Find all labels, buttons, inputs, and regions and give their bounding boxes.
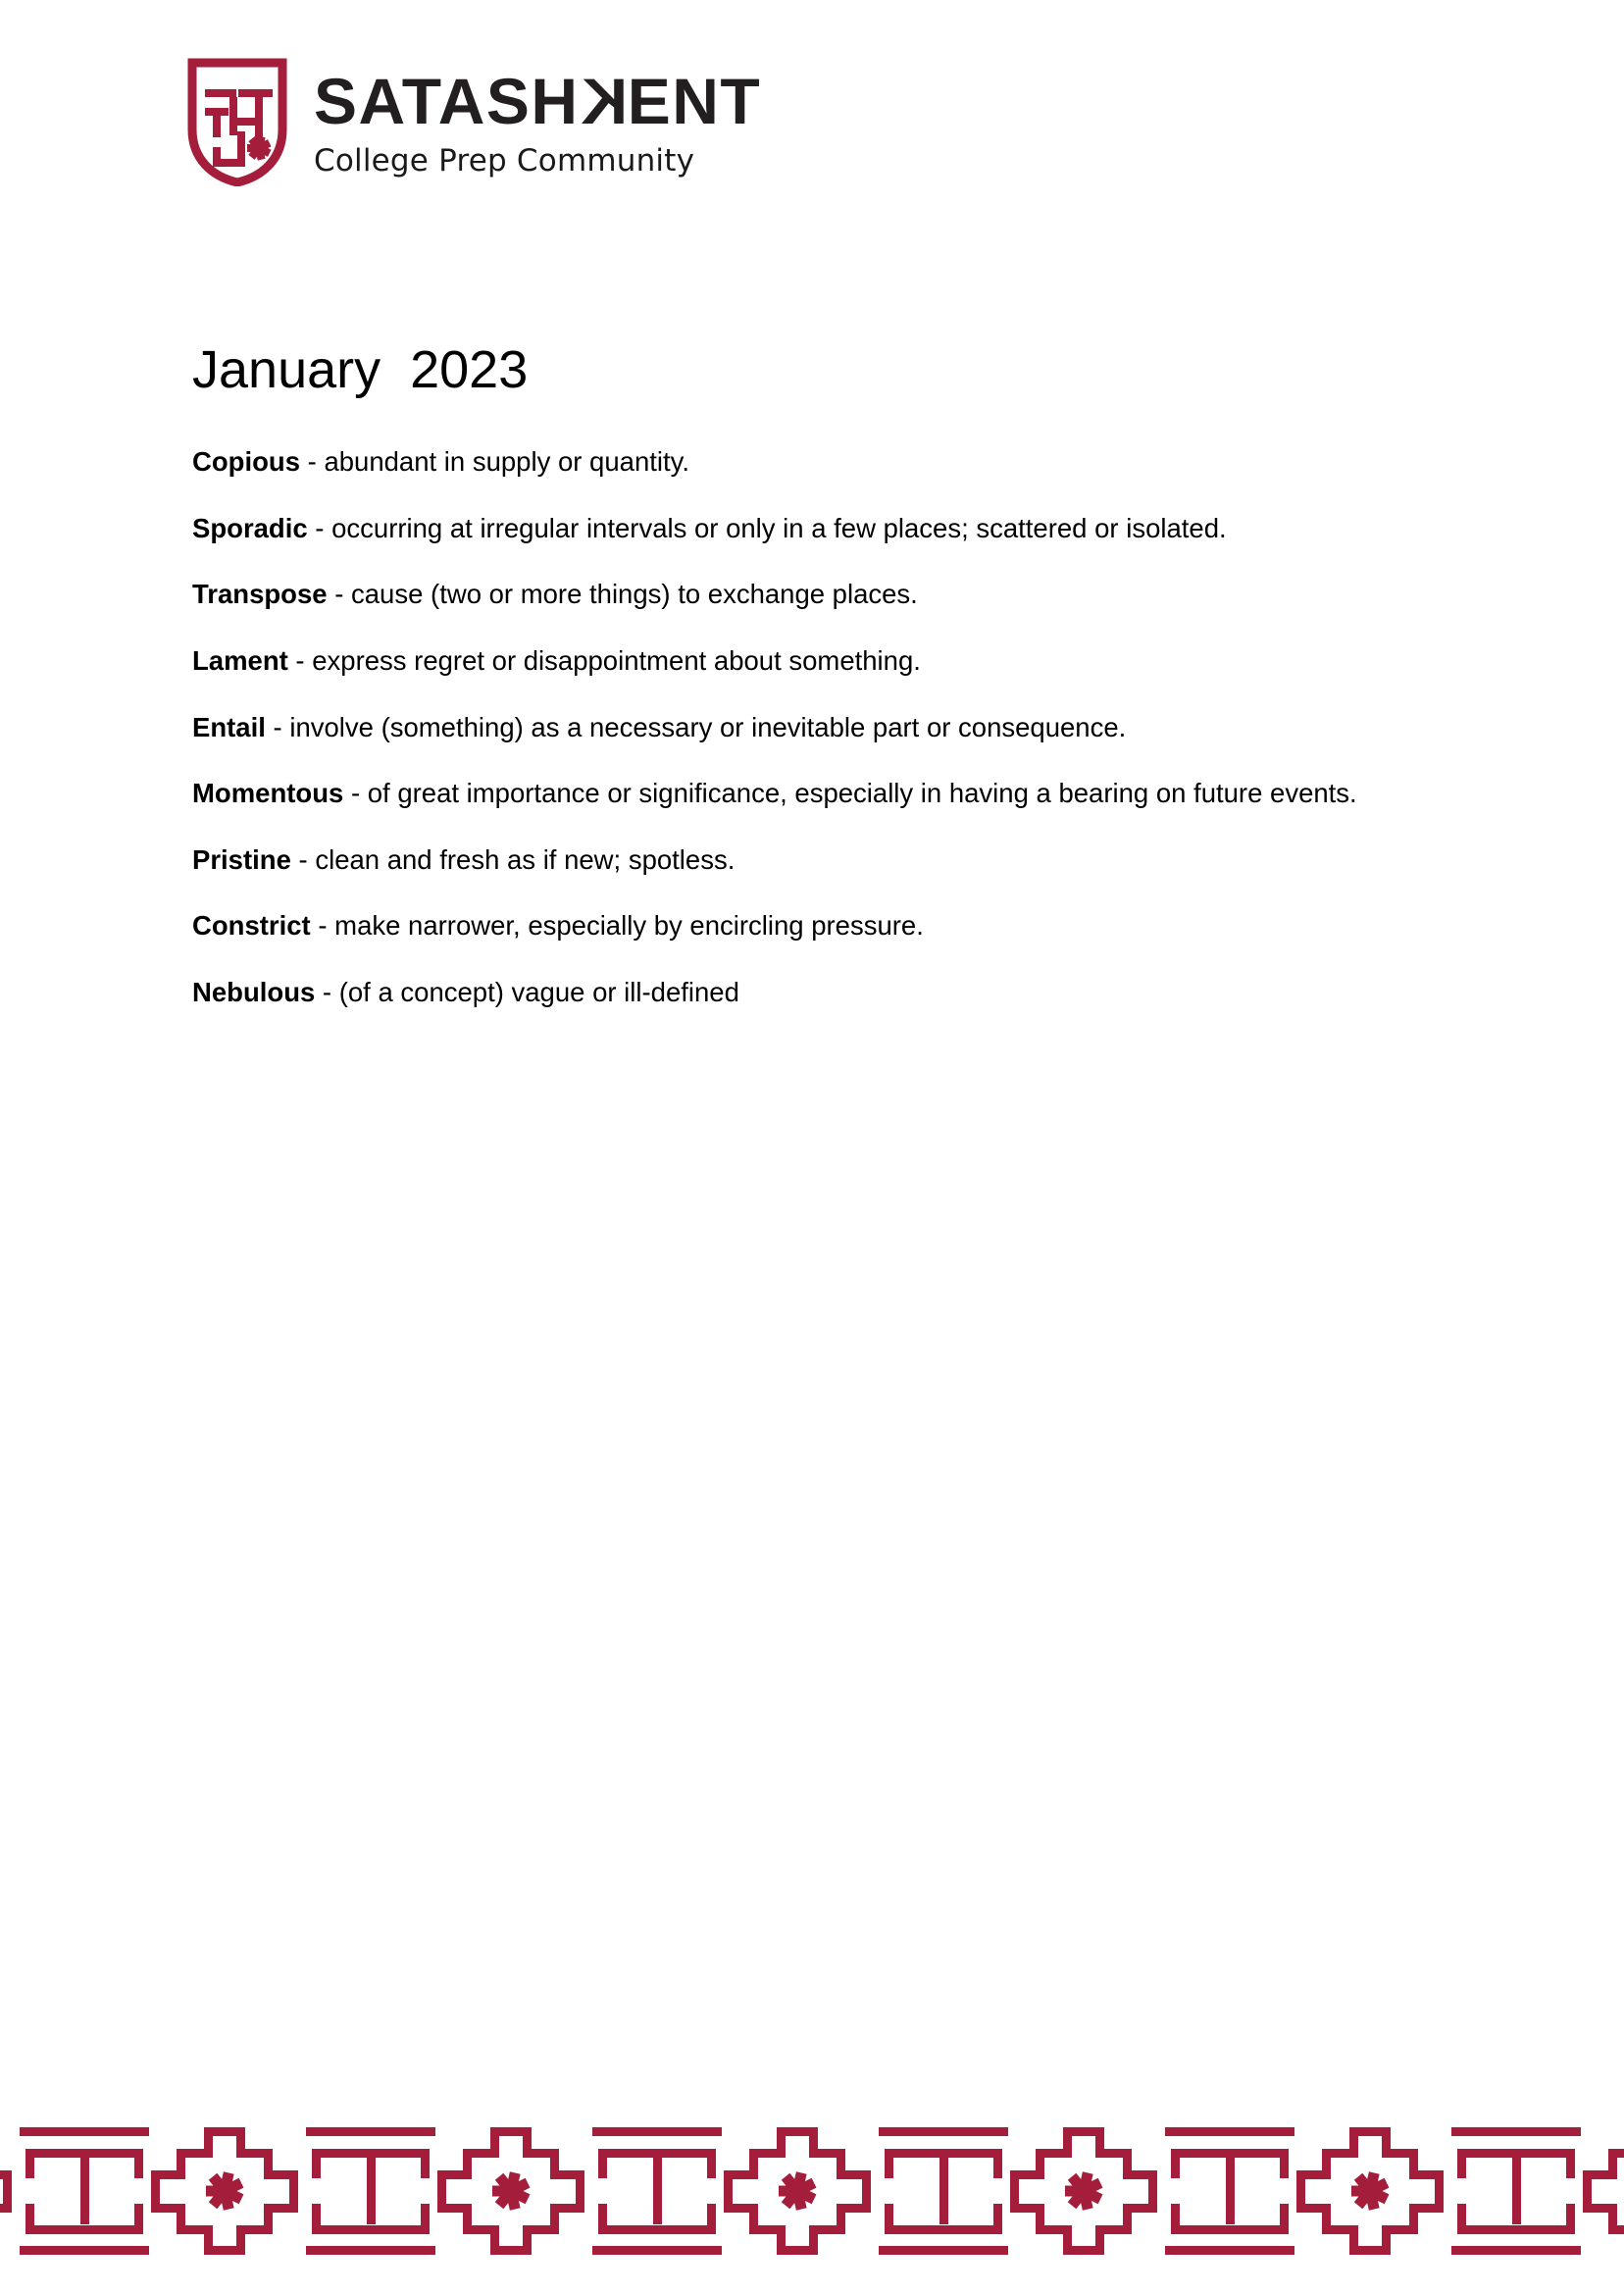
vocab-definition: of great importance or significance, especially in having a bearing on future events. (367, 778, 1357, 809)
vocab-separator: - (290, 843, 316, 875)
vocab-separator: - (315, 976, 339, 1007)
vocab-definition: cause (two or more things) to exchange places. (351, 579, 918, 610)
vocabulary-list (192, 442, 1416, 1010)
vocab-term: Transpose (192, 579, 328, 610)
wordmark (314, 65, 762, 178)
vocab-definition: (of a concept) vague or ill-defined (338, 976, 739, 1007)
vocab-term: Copious (192, 446, 300, 478)
vocab-term: Pristine (192, 843, 291, 875)
document-body (192, 341, 1416, 1039)
list-item (192, 708, 1416, 746)
brand-tagline: College Prep Community (314, 143, 695, 178)
vocab-term: Lament (192, 645, 288, 677)
list-item (192, 509, 1416, 547)
vocab-term: Nebulous (192, 976, 316, 1007)
list-item (192, 641, 1416, 680)
letterhead (186, 57, 761, 186)
vocab-definition: occurring at irregular intervals or only in a few places; scattered or isolated. (331, 512, 1227, 543)
vocab-separator: - (265, 711, 290, 742)
vocab-definition: clean and fresh as if new; spotless. (315, 843, 736, 875)
list-item (192, 973, 1416, 1011)
page-title: January 2023 (192, 340, 529, 399)
vocab-term: Entail (192, 711, 266, 742)
brand-name (314, 65, 762, 137)
list-item (192, 442, 1416, 481)
vocab-definition: involve (something) as a necessary or inevitable part or consequence. (289, 711, 1127, 742)
vocab-definition: abundant in supply or quantity. (324, 446, 689, 478)
vocab-term: Sporadic (192, 512, 308, 543)
vocab-separator: - (300, 446, 325, 478)
list-item (192, 906, 1416, 944)
brand-name-flipped-letter: K (579, 65, 628, 137)
shield-crest-icon (186, 57, 288, 186)
vocab-separator: - (327, 579, 352, 610)
vocab-separator: - (310, 910, 335, 942)
list-item (192, 575, 1416, 613)
list-item (192, 841, 1416, 879)
vocab-separator: - (307, 512, 332, 543)
vocab-separator: - (287, 645, 313, 677)
brand-name-part1: SATASH (314, 65, 580, 137)
vocab-separator: - (343, 778, 368, 809)
brand-name-part2: ENT (627, 65, 762, 137)
vocab-term: Constrict (192, 910, 311, 942)
ornament-tile-row (0, 2127, 1624, 2255)
list-item (192, 774, 1416, 812)
vocab-term: Momentous (192, 778, 344, 809)
vocab-definition: make narrower, especially by encircling pressure. (334, 910, 924, 942)
vocab-definition: express regret or disappointment about something. (312, 645, 921, 677)
footer-ornament-border (0, 2121, 1624, 2261)
